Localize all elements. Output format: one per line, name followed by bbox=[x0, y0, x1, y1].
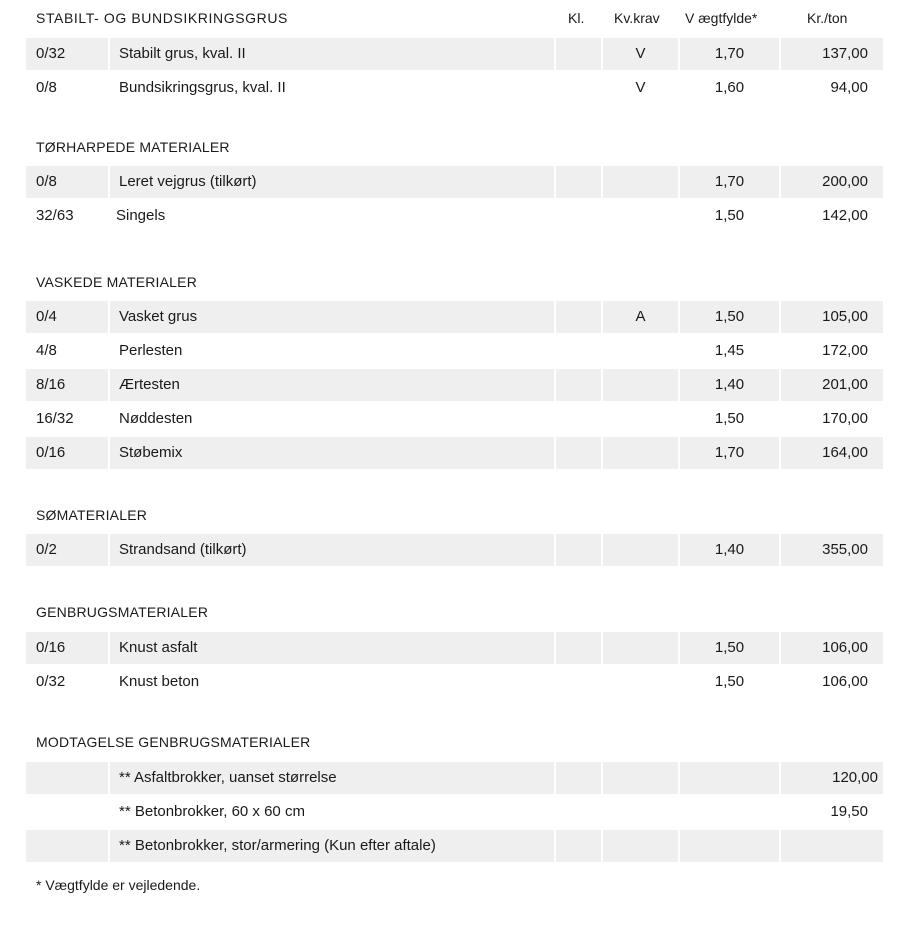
row-name: Strandsand (tilkørt) bbox=[110, 534, 554, 566]
row-price bbox=[781, 830, 883, 862]
row-name: Stabilt grus, kval. II bbox=[110, 38, 554, 70]
table-row bbox=[26, 666, 883, 698]
row-kvkrav bbox=[603, 632, 678, 664]
row-kl bbox=[556, 200, 601, 232]
row-price: 94,00 bbox=[830, 79, 868, 96]
section-title-modtagelse: MODTAGELSE GENBRUGSMATERIALER bbox=[36, 734, 311, 750]
row-code: 0/8 bbox=[36, 79, 57, 96]
row-name: Støbemix bbox=[110, 437, 554, 469]
table-row bbox=[26, 437, 883, 469]
row-vaegtfylde: 1,40 bbox=[680, 534, 779, 566]
row-name: Knust beton bbox=[119, 673, 200, 690]
row-price: 201,00 bbox=[781, 369, 883, 401]
table-row bbox=[26, 166, 883, 198]
row-vaegtfylde: 1,70 bbox=[680, 437, 779, 469]
row-vaegtfylde: 1,40 bbox=[680, 369, 779, 401]
row-price: 106,00 bbox=[822, 673, 868, 690]
row-kvkrav bbox=[603, 403, 678, 435]
row-code bbox=[26, 830, 108, 862]
row-kvkrav bbox=[603, 666, 678, 698]
col-header-kl: Kl. bbox=[568, 10, 585, 26]
row-kl bbox=[556, 369, 601, 401]
row-name: Nøddesten bbox=[119, 410, 193, 427]
row-kvkrav bbox=[603, 369, 678, 401]
row-price: 106,00 bbox=[781, 632, 883, 664]
footnote: * Vægtfylde er vejledende. bbox=[36, 877, 201, 893]
row-code bbox=[26, 762, 108, 794]
table-row bbox=[26, 403, 883, 435]
section-title-somaterialer: SØMATERIALER bbox=[36, 507, 148, 523]
row-kl bbox=[556, 534, 601, 566]
row-price: 355,00 bbox=[781, 534, 883, 566]
row-kl bbox=[556, 403, 601, 435]
row-price: 172,00 bbox=[822, 342, 868, 359]
row-kl bbox=[556, 632, 601, 664]
row-kvkrav bbox=[603, 830, 678, 862]
row-price: 170,00 bbox=[822, 410, 868, 427]
row-kvkrav bbox=[603, 166, 678, 198]
row-kl bbox=[556, 38, 601, 70]
row-vaegtfylde: 1,50 bbox=[714, 673, 745, 690]
row-code: 0/16 bbox=[26, 632, 108, 664]
column-headers bbox=[0, 10, 914, 30]
row-kvkrav: A bbox=[603, 301, 678, 333]
row-vaegtfylde: 1,60 bbox=[714, 79, 745, 96]
section-title-genbrug: GENBRUGSMATERIALER bbox=[36, 604, 209, 620]
row-price: 164,00 bbox=[781, 437, 883, 469]
row-code: 0/32 bbox=[26, 38, 108, 70]
row-price: 142,00 bbox=[822, 207, 868, 224]
table-row bbox=[26, 72, 883, 104]
col-header-kvkrav: Kv.krav bbox=[614, 10, 660, 26]
row-kl bbox=[556, 166, 601, 198]
row-code: 4/8 bbox=[36, 342, 57, 359]
row-code: 0/2 bbox=[26, 534, 108, 566]
row-name: ** Betonbrokker, 60 x 60 cm bbox=[119, 803, 305, 820]
row-name: Knust asfalt bbox=[110, 632, 554, 664]
row-kvkrav bbox=[603, 437, 678, 469]
row-price: 200,00 bbox=[781, 166, 883, 198]
row-kvkrav bbox=[603, 796, 678, 828]
row-kl bbox=[556, 762, 601, 794]
row-price: 105,00 bbox=[781, 301, 883, 333]
row-vaegtfylde bbox=[680, 762, 779, 794]
row-vaegtfylde bbox=[680, 796, 779, 828]
row-kl bbox=[556, 437, 601, 469]
row-name: Ærtesten bbox=[110, 369, 554, 401]
row-code: 16/32 bbox=[36, 410, 74, 427]
row-code: 8/16 bbox=[26, 369, 108, 401]
row-vaegtfylde bbox=[680, 830, 779, 862]
row-code: 0/16 bbox=[26, 437, 108, 469]
row-kvkrav bbox=[603, 200, 678, 232]
col-header-price: Kr./ton bbox=[807, 10, 848, 26]
row-kl bbox=[556, 666, 601, 698]
row-kl bbox=[556, 301, 601, 333]
row-kl bbox=[556, 335, 601, 367]
row-kvkrav: V bbox=[603, 38, 678, 70]
section-title-stabilt: STABILT- OG BUNDSIKRINGSGRUS bbox=[36, 10, 288, 26]
row-vaegtfylde: 1,50 bbox=[714, 410, 745, 427]
row-kl bbox=[556, 830, 601, 862]
table-row bbox=[26, 830, 883, 862]
table-row bbox=[26, 335, 883, 367]
table-row bbox=[26, 632, 883, 664]
row-kvkrav bbox=[603, 762, 678, 794]
row-code: 0/4 bbox=[26, 301, 108, 333]
row-price: 120,00 bbox=[781, 762, 883, 794]
row-price: 137,00 bbox=[781, 38, 883, 70]
table-row bbox=[26, 796, 883, 828]
row-name: Perlesten bbox=[119, 342, 183, 359]
row-price: 19,50 bbox=[830, 803, 868, 820]
row-name: ** Asfaltbrokker, uanset størrelse bbox=[110, 762, 554, 794]
table-row bbox=[26, 38, 883, 70]
col-header-vaegtfylde: V ægtfylde* bbox=[685, 10, 758, 26]
row-name: ** Betonbrokker, stor/armering (Kun efter aftale) bbox=[110, 830, 554, 862]
table-row bbox=[26, 534, 883, 566]
table-row bbox=[26, 762, 883, 794]
row-name: Bundsikringsgrus, kval. II bbox=[119, 79, 286, 96]
row-code: 0/8 bbox=[26, 166, 108, 198]
row-vaegtfylde: 1,50 bbox=[680, 632, 779, 664]
row-code: 32/63 bbox=[36, 207, 74, 224]
row-code: 0/32 bbox=[36, 673, 66, 690]
row-kl bbox=[556, 796, 601, 828]
row-vaegtfylde: 1,70 bbox=[680, 166, 779, 198]
row-kl bbox=[556, 72, 601, 104]
row-kvkrav bbox=[603, 335, 678, 367]
row-kvkrav: V bbox=[635, 79, 646, 96]
table-row bbox=[26, 200, 883, 232]
table-row bbox=[26, 369, 883, 401]
row-name: Vasket grus bbox=[110, 301, 554, 333]
row-vaegtfylde: 1,50 bbox=[714, 207, 745, 224]
row-code bbox=[26, 796, 108, 828]
row-vaegtfylde: 1,50 bbox=[680, 301, 779, 333]
row-vaegtfylde: 1,45 bbox=[714, 342, 745, 359]
table-row bbox=[26, 301, 883, 333]
row-name: Singels bbox=[116, 207, 166, 224]
row-vaegtfylde: 1,70 bbox=[680, 38, 779, 70]
row-name: Leret vejgrus (tilkørt) bbox=[110, 166, 554, 198]
row-kvkrav bbox=[603, 534, 678, 566]
section-title-torharpede: TØRHARPEDE MATERIALER bbox=[36, 139, 230, 155]
section-title-vaskede: VASKEDE MATERIALER bbox=[36, 274, 198, 290]
